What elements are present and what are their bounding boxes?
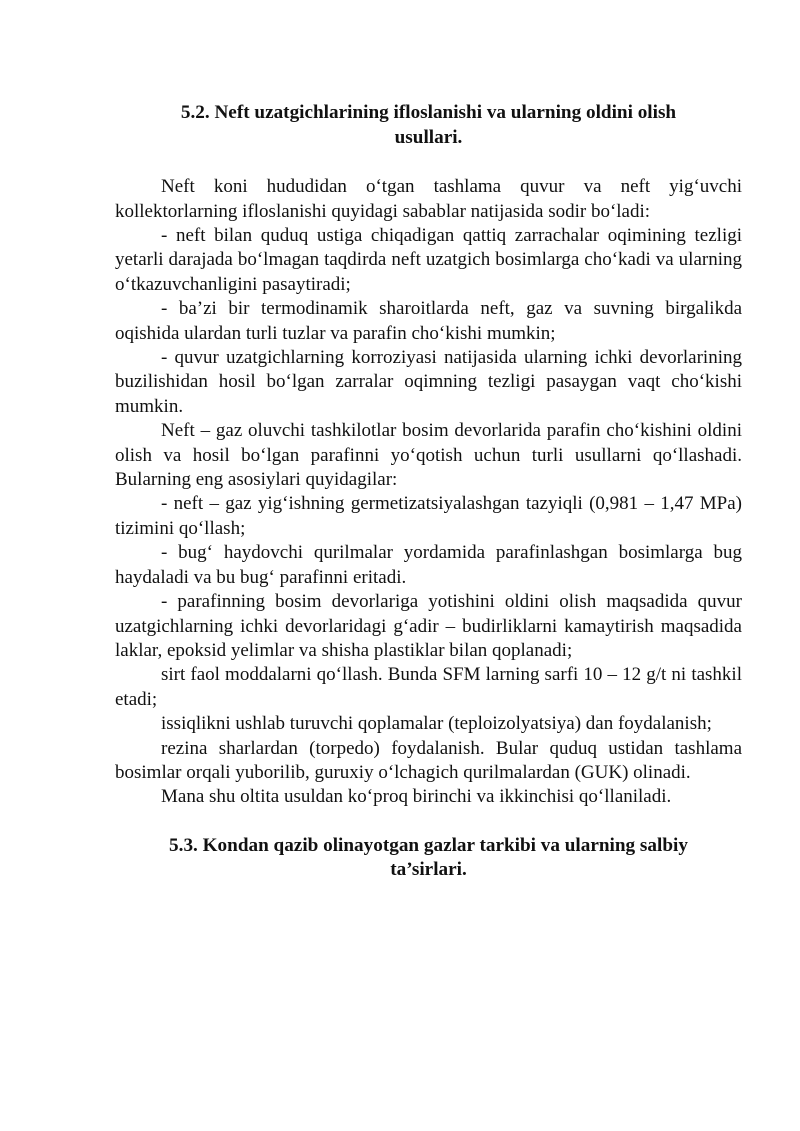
spacer xyxy=(115,810,742,834)
paragraph: Neft – gaz oluvchi tashkilotlar bosim devorlarida parafin cho‘kishini oldini olish va hosil bo‘lgan parafinni yo‘qotish uchun turli usullarni qo‘llashadi. Bularning eng asosiylari quyidagilar: xyxy=(115,420,742,491)
paragraph: Neft koni hududidan o‘tgan tashlama quvur va neft yig‘uvchi kollektorlarning ifloslanishi quyidagi sabablar natijasida sodir bo‘ladi: xyxy=(115,176,742,222)
section-heading-5-2 xyxy=(115,101,742,150)
heading-line: 5.3. Kondan qazib olinayotgan gazlar tarkibi va ularning salbiy xyxy=(169,834,688,856)
spacer xyxy=(115,150,742,175)
section-heading-5-3 xyxy=(115,834,742,883)
paragraph: rezina sharlardan (torpedo) foydalanish. Bular quduq ustidan tashlama bosimlar orqali yuborilib, guruxiy o‘lchagich qurilmalardan (GUK) olinadi. xyxy=(115,737,742,783)
paragraph: - bug‘ haydovchi qurilmalar yordamida parafinlashgan bosimlarga bug haydaladi va bu bug‘ parafinni eritadi. xyxy=(115,542,742,588)
paragraph: - parafinning bosim devorlariga yotishini oldini olish maqsadida quvur uzatgichlarning ichki devorlaridagi g‘adir – budirliklarni kamaytirish maqsadida laklar, epoksid yelimlar va shisha plastiklar bilan qoplanadi; xyxy=(115,591,742,661)
paragraph: Mana shu oltita usuldan ko‘proq birinchi va ikkinchisi qo‘llaniladi. xyxy=(161,786,672,808)
paragraph: - neft – gaz yig‘ishning germetizatsiyalashgan tazyiqli (0,981 – 1,47 MPa) tizimini qo‘llash; xyxy=(115,493,742,539)
paragraph: - neft bilan quduq ustiga chiqadigan qattiq zarrachalar oqimining tezligi yetarli darajada bo‘lmagan taqdirda neft uzatgich bosimlarga cho‘kadi va ularning o‘tkazuvchanligini pasaytiradi; xyxy=(115,225,742,295)
paragraph: - quvur uzatgichlarning korroziyasi natijasida ularning ichki devorlarining buzilishidan hosil bo‘lgan zarralar oqimning tezligi pasaygan vaqt cho‘kishi mumkin. xyxy=(115,347,742,417)
heading-line: 5.2. Neft uzatgichlarining ifloslanishi va ularning oldini olish xyxy=(180,102,677,123)
heading-line: usullari. xyxy=(394,126,463,148)
paragraph: - ba’zi bir termodinamik sharoitlarda neft, gaz va suvning birgalikda oqishida ulardan turli tuzlar va parafin cho‘kishi mumkin; xyxy=(115,298,742,344)
paragraph: sirt faol moddalarni qo‘llash. Bunda SFM larning sarfi 10 – 12 g/t ni tashkil etadi; xyxy=(115,664,742,710)
paragraph: issiqlikni ushlab turuvchi qoplamalar (teploizolyatsiya) dan foydalanish; xyxy=(161,713,712,735)
heading-line: ta’sirlari. xyxy=(390,859,467,881)
page-content xyxy=(115,101,742,883)
